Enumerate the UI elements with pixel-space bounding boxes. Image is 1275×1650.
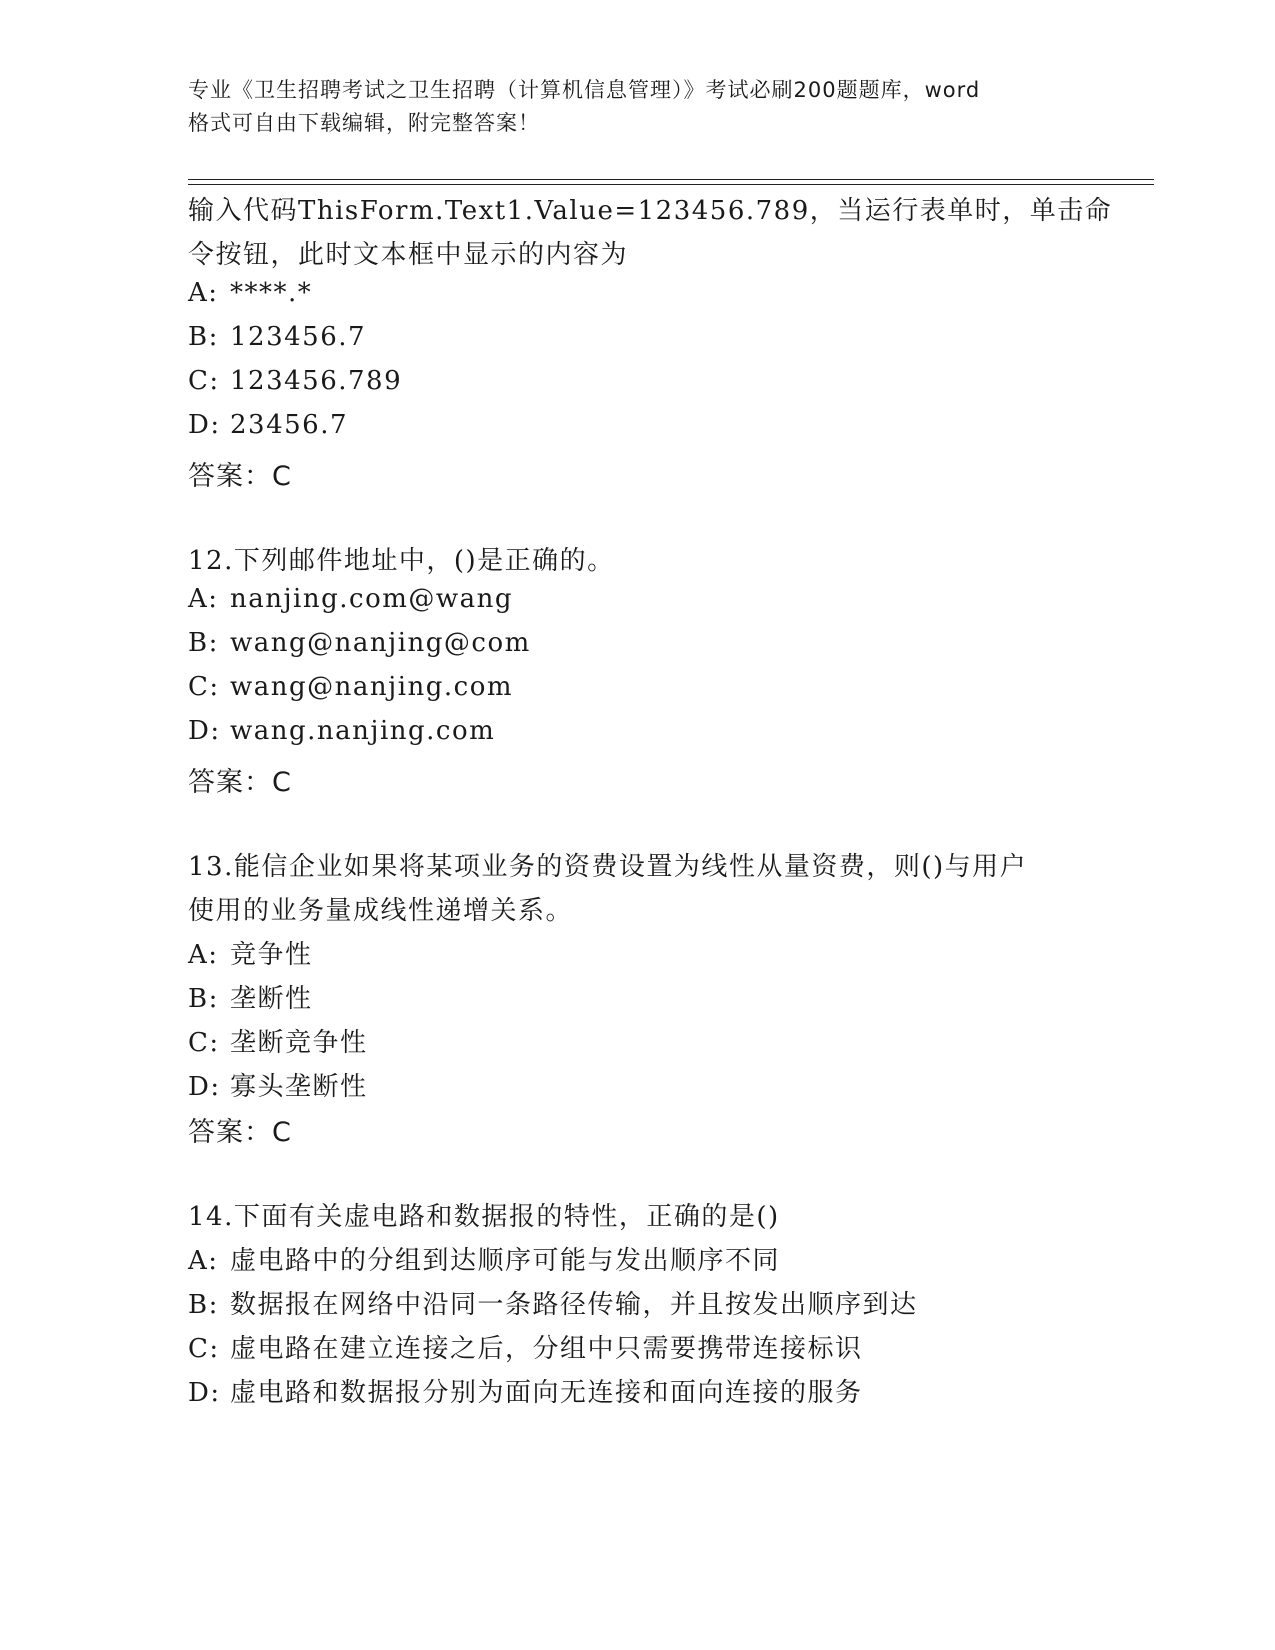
question-text-line: 输入代码ThisForm.Text1.Value=123456.789，当运行表单时，单击命 <box>188 196 1113 226</box>
option-letter: A: <box>188 1246 219 1276</box>
option-text: 虚电路和数据报分别为面向无连接和面向连接的服务 <box>230 1378 863 1408</box>
option-letter: A: <box>188 940 219 970</box>
question-text-line: 令按钮，此时文本框中显示的内容为 <box>188 240 629 270</box>
option-text: ****.* <box>230 278 313 308</box>
option-b <box>188 1284 918 1321</box>
option-text: 虚电路中的分组到达顺序可能与发出顺序不同 <box>230 1246 781 1276</box>
option-d <box>188 410 348 440</box>
option-letter: C: <box>188 1334 220 1364</box>
question-text-line: 12.下列邮件地址中，()是正确的。 <box>188 546 615 576</box>
option-d <box>188 716 495 746</box>
option-b <box>188 322 366 352</box>
option-text: wang.nanjing.com <box>230 716 496 746</box>
option-a <box>188 1240 780 1277</box>
option-c <box>188 672 513 702</box>
option-text: wang@nanjing@com <box>230 628 531 658</box>
option-d <box>188 1372 863 1409</box>
answer-label: 答案： <box>188 461 272 492</box>
option-letter: C: <box>188 672 220 702</box>
option-letter: D: <box>188 716 221 746</box>
option-letter: C: <box>188 1028 220 1058</box>
option-letter: D: <box>188 410 221 440</box>
option-text: 垄断竞争性 <box>230 1028 368 1058</box>
option-text: 垄断性 <box>230 984 313 1014</box>
question-text-line: 使用的业务量成线性递增关系。 <box>188 896 574 926</box>
header-line-2: 格式可自由下载编辑，附完整答案！ <box>188 111 540 135</box>
option-text: 123456.7 <box>230 322 367 352</box>
answer-value: C <box>272 1117 292 1148</box>
answer-label: 答案： <box>188 1117 272 1148</box>
option-c <box>188 1328 863 1365</box>
header-divider-bottom <box>188 184 1154 185</box>
option-text: 123456.789 <box>230 366 403 396</box>
document-header <box>188 74 1088 140</box>
option-letter: B: <box>188 984 219 1014</box>
answer-label: 答案： <box>188 767 272 798</box>
option-text: nanjing.com@wang <box>230 584 514 614</box>
option-letter: B: <box>188 322 219 352</box>
option-d <box>188 1066 368 1103</box>
option-a <box>188 584 513 614</box>
answer-line <box>188 760 292 799</box>
option-b <box>188 628 531 658</box>
option-text: 竞争性 <box>230 940 313 970</box>
option-letter: A: <box>188 278 219 308</box>
answer-line <box>188 454 292 493</box>
option-c <box>188 366 402 396</box>
option-a <box>188 934 313 971</box>
option-text: 虚电路在建立连接之后，分组中只需要携带连接标识 <box>230 1334 863 1364</box>
option-b <box>188 978 313 1015</box>
option-letter: C: <box>188 366 220 396</box>
option-text: wang@nanjing.com <box>230 672 514 702</box>
option-letter: D: <box>188 1072 221 1102</box>
option-text: 23456.7 <box>230 410 349 440</box>
option-letter: A: <box>188 584 219 614</box>
header-divider-top <box>188 179 1154 180</box>
answer-value: C <box>272 461 292 492</box>
option-letter: D: <box>188 1378 221 1408</box>
option-text: 数据报在网络中沿同一条路径传输，并且按发出顺序到达 <box>230 1290 918 1320</box>
answer-value: C <box>272 767 292 798</box>
option-letter: B: <box>188 628 219 658</box>
question-text-line: 14.下面有关虚电路和数据报的特性，正确的是() <box>188 1202 780 1232</box>
option-text: 寡头垄断性 <box>230 1072 368 1102</box>
answer-line <box>188 1110 292 1149</box>
question-text-line: 13.能信企业如果将某项业务的资费设置为线性从量资费，则()与用户 <box>188 852 1028 882</box>
option-c <box>188 1022 368 1059</box>
option-letter: B: <box>188 1290 219 1320</box>
option-a <box>188 278 312 308</box>
header-line-1: 专业《卫生招聘考试之卫生招聘（计算机信息管理）》考试必刷200题题库，word <box>188 78 981 102</box>
